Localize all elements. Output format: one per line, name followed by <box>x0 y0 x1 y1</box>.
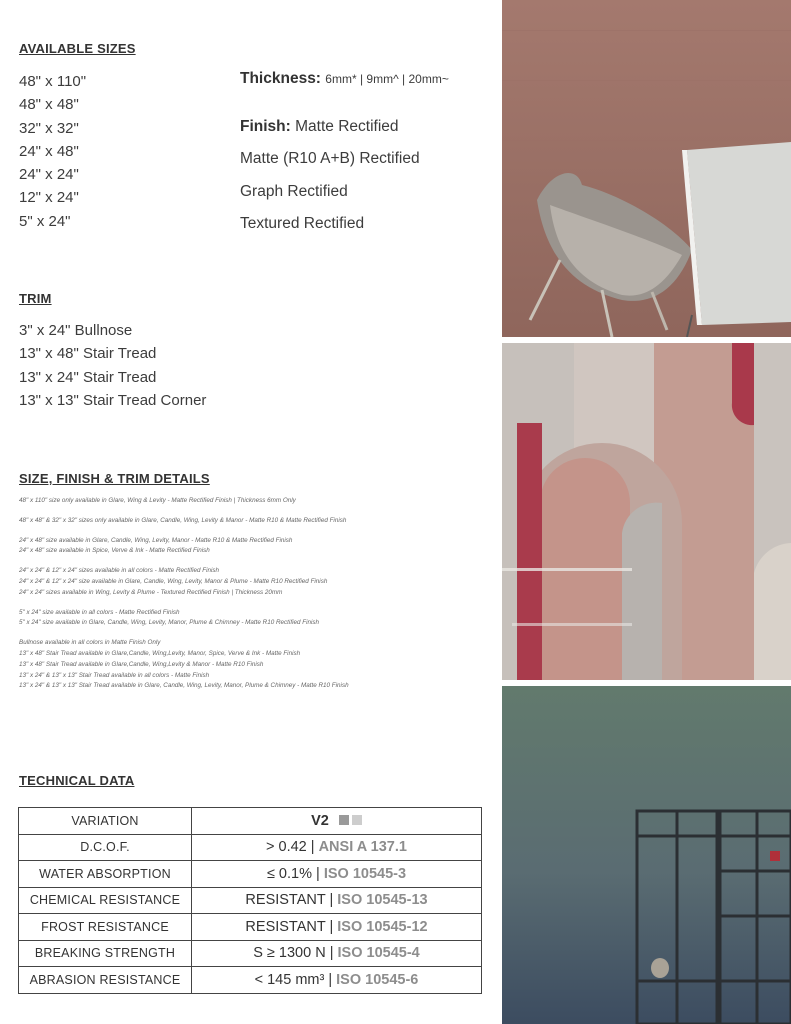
standard-text: ISO 10545-4 <box>337 945 420 962</box>
table-label: VARIATION <box>19 808 192 835</box>
thickness-value: 6mm* | 9mm^ | 20mm~ <box>325 72 449 86</box>
details-group <box>19 608 489 630</box>
trim-item: 3" x 24" Bullnose <box>19 322 133 339</box>
table-value <box>192 808 482 835</box>
available-sizes-heading: AVAILABLE SIZES <box>19 41 136 56</box>
table-value <box>192 940 482 967</box>
table-value <box>192 834 482 861</box>
table-row <box>19 914 482 941</box>
table-value <box>192 861 482 888</box>
details-line: 48" x 110" size only available in Glare, Wing & Levity - Matte Rectified Finish | Thickness 6mm Only <box>19 497 296 504</box>
details-notes <box>19 496 489 701</box>
trim-list <box>19 319 206 412</box>
size-item: 48" x 48" <box>19 96 79 114</box>
size-item: 5" x 24" <box>19 212 71 230</box>
table-row <box>19 967 482 994</box>
details-line: 13" x 48" Stair Tread available in Glare,Candle, Wing,Levity & Manor - Matte R10 Finish <box>19 660 264 668</box>
standard-text: ISO 10545-3 <box>323 865 407 882</box>
table-value <box>192 914 482 941</box>
table-row <box>19 940 482 967</box>
table-row <box>19 808 482 835</box>
standard-text: ISO 10545-6 <box>336 971 419 988</box>
value-text: < 145 mm³ | <box>254 971 337 988</box>
photo-arches-scene <box>502 343 791 680</box>
details-line: 13" x 24" & 13" x 13" Stair Tread available in Glare, Candle, Wing, Levity, Manor, Plume & Chimney - Matte R10 Finish <box>19 682 349 690</box>
table-value <box>192 967 482 994</box>
variation-value: V2 <box>311 812 329 829</box>
size-item: 12" x 24" <box>19 189 79 207</box>
details-line: 24" x 48" size available in Glare, Candle, Wing, Levity, Manor - Matte R10 & Matte Rectified Finish <box>19 536 293 544</box>
finish-item: Matte Rectified <box>295 118 399 135</box>
details-line: 24" x 24" & 12" x 24" sizes available in all colors - Matte Rectified Finish <box>19 567 220 575</box>
sizes-list <box>19 70 86 233</box>
table-row <box>19 887 482 914</box>
table-label: D.C.O.F. <box>19 834 192 861</box>
size-item: 48" x 110" <box>19 73 87 90</box>
finish-item: Matte (R10 A+B) Rectified <box>240 150 420 167</box>
details-group <box>19 638 489 692</box>
finish-label: Finish: <box>240 118 291 135</box>
details-group <box>19 566 489 598</box>
details-group <box>19 496 489 507</box>
details-line: 5" x 24" size available in Glare, Candle, Wing, Levity, Manor, Plume & Chimney - Matte R10 Rectified Finish <box>19 619 320 627</box>
value-text: S ≥ 1300 N | <box>253 945 338 962</box>
variation-swatch-dark <box>339 815 349 825</box>
table-label: BREAKING STRENGTH <box>19 940 192 967</box>
table-label: ABRASION RESISTANCE <box>19 967 192 994</box>
details-group <box>19 536 489 558</box>
technical-heading: TECHNICAL DATA <box>19 773 135 788</box>
details-line: 13" x 24" & 13" x 13" Stair Tread available in all colors - Matte Finish <box>19 671 210 679</box>
details-line: 24" x 48" size available in Spice, Verve & Ink - Matte Rectified Finish <box>19 547 210 555</box>
details-group <box>19 516 489 527</box>
details-line: Bullnose available in all colors in Matte Finish Only <box>19 639 161 647</box>
finish-item: Graph Rectified <box>240 183 348 200</box>
details-line: 48" x 48" & 32" x 32" sizes only available in Glare, Candle, Wing, Levity & Manor - Matte R10 & Matte Rectified Finish <box>19 516 347 524</box>
trim-item: 13" x 24" Stair Tread <box>19 368 157 386</box>
details-heading: SIZE, FINISH & TRIM DETAILS <box>19 471 210 486</box>
thickness-line <box>240 70 449 88</box>
finish-line <box>240 118 399 136</box>
details-line: 13" x 48" Stair Tread available in Glare,Candle, Wing,Levity, Manor, Spice, Verve & Ink - Matte Finish <box>19 649 301 657</box>
table-label: FROST RESISTANCE <box>19 914 192 941</box>
details-line: 24" x 24" & 12" x 24" size available in Glare, Candle, Wing, Levity, Manor & Plume - Matte R10 Rectified Finish <box>19 577 328 585</box>
value-text: RESISTANT | <box>245 918 338 935</box>
table-value <box>192 887 482 914</box>
details-line: 24" x 24" sizes available in Wing, Levity & Plume - Textured Rectified Finish | Thickness 20mm <box>19 588 283 596</box>
table-row <box>19 834 482 861</box>
table-label: WATER ABSORPTION <box>19 861 192 888</box>
table-row <box>19 861 482 888</box>
size-item: 24" x 24" <box>19 166 79 184</box>
details-line: 5" x 24" size available in all colors - Matte Rectified Finish <box>19 608 180 616</box>
value-text: RESISTANT | <box>245 892 338 909</box>
thickness-label: Thickness: <box>240 70 321 87</box>
variation-swatch-light <box>352 815 362 825</box>
trim-heading: TRIM <box>19 291 52 306</box>
size-item: 24" x 48" <box>19 142 79 160</box>
size-item: 32" x 32" <box>19 119 79 137</box>
trim-item: 13" x 48" Stair Tread <box>19 345 157 363</box>
value-text: > 0.42 | <box>266 839 319 856</box>
standard-text: ISO 10545-12 <box>337 918 428 935</box>
standard-text: ANSI A 137.1 <box>318 839 407 856</box>
photo-chair-scene <box>502 0 791 337</box>
trim-item: 13" x 13" Stair Tread Corner <box>19 391 207 409</box>
table-label: CHEMICAL RESISTANCE <box>19 887 192 914</box>
technical-table <box>18 807 482 994</box>
standard-text: ISO 10545-13 <box>337 892 428 909</box>
photo-shelving-scene <box>502 686 791 1024</box>
finish-item: Textured Rectified <box>240 215 365 232</box>
value-text: ≤ 0.1% | <box>266 865 324 882</box>
